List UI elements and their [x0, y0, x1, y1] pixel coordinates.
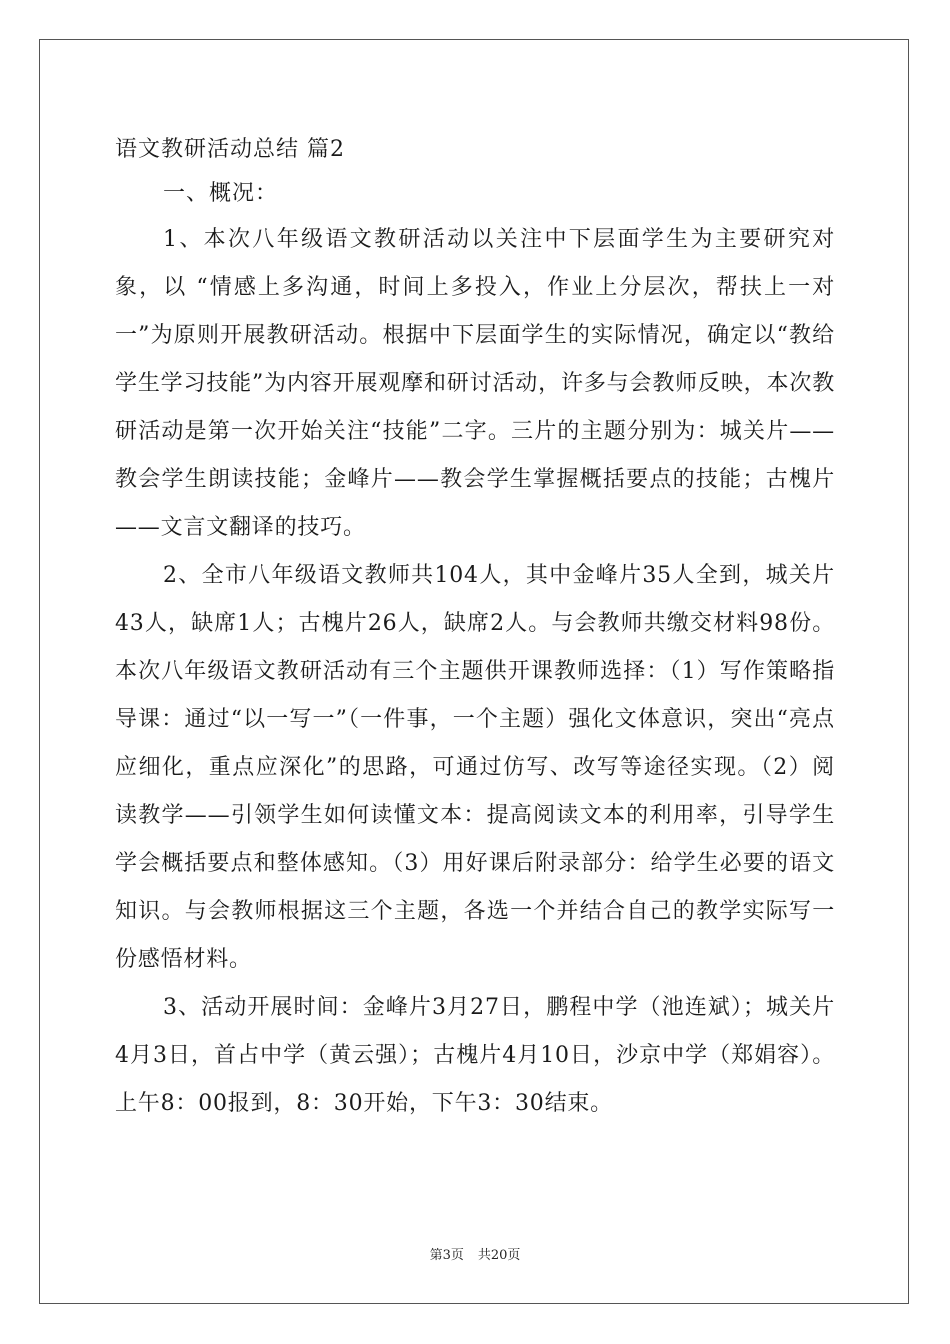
page-number-current: 第3页: [429, 1248, 464, 1263]
page-number-total: 共20页: [477, 1248, 521, 1263]
paragraph-1: 1、本次八年级语文教研活动以关注中下层面学生为主要研究对象，以 “情感上多沟通，时间上多投入，作业上分层次，帮扶上一对一”为原则开展教研活动。根据中下层面学生的实际情况，确定以“教给学生学习技能”为内容开展观摩和研讨活动，许多与会教师反映，本次教研活动是第一次开始关注“技能”二字。三片的主题分别为：城关片——教会学生朗读技能；金峰片——教会学生掌握概括要点的技能；古槐片——文言文翻译的技巧。: [115, 227, 835, 540]
section-heading: 一、概况：: [163, 181, 279, 206]
document-body: [115, 128, 835, 1128]
page-footer: [0, 1244, 950, 1263]
paragraph-3: 3、活动开展时间：金峰片3月27日，鹏程中学（池连斌）；城关片4月3日，首占中学（黄云强）；古槐片4月10日，沙京中学（郑娟容）。上午8：00报到，8：30开始，下午3：30结束。: [115, 995, 835, 1116]
paragraph-2: 2、全市八年级语文教师共104人，其中金峰片35人全到，城关片43人，缺席1人；古槐片26人，缺席2人。与会教师共缴交材料98份。本次八年级语文教研活动有三个主题供开课教师选择：（1）写作策略指导课：通过“以一写一”（一件事，一个主题）强化文体意识，突出“亮点应细化，重点应深化”的思路，可通过仿写、改写等途径实现。（2）阅读教学——引领学生如何读懂文本：提高阅读文本的利用率，引导学生学会概括要点和整体感知。（3）用好课后附录部分：给学生必要的语文知识。与会教师根据这三个主题，各选一个并结合自己的教学实际写一份感悟材料。: [115, 563, 835, 972]
document-title: 语文教研活动总结 篇2: [115, 137, 345, 162]
